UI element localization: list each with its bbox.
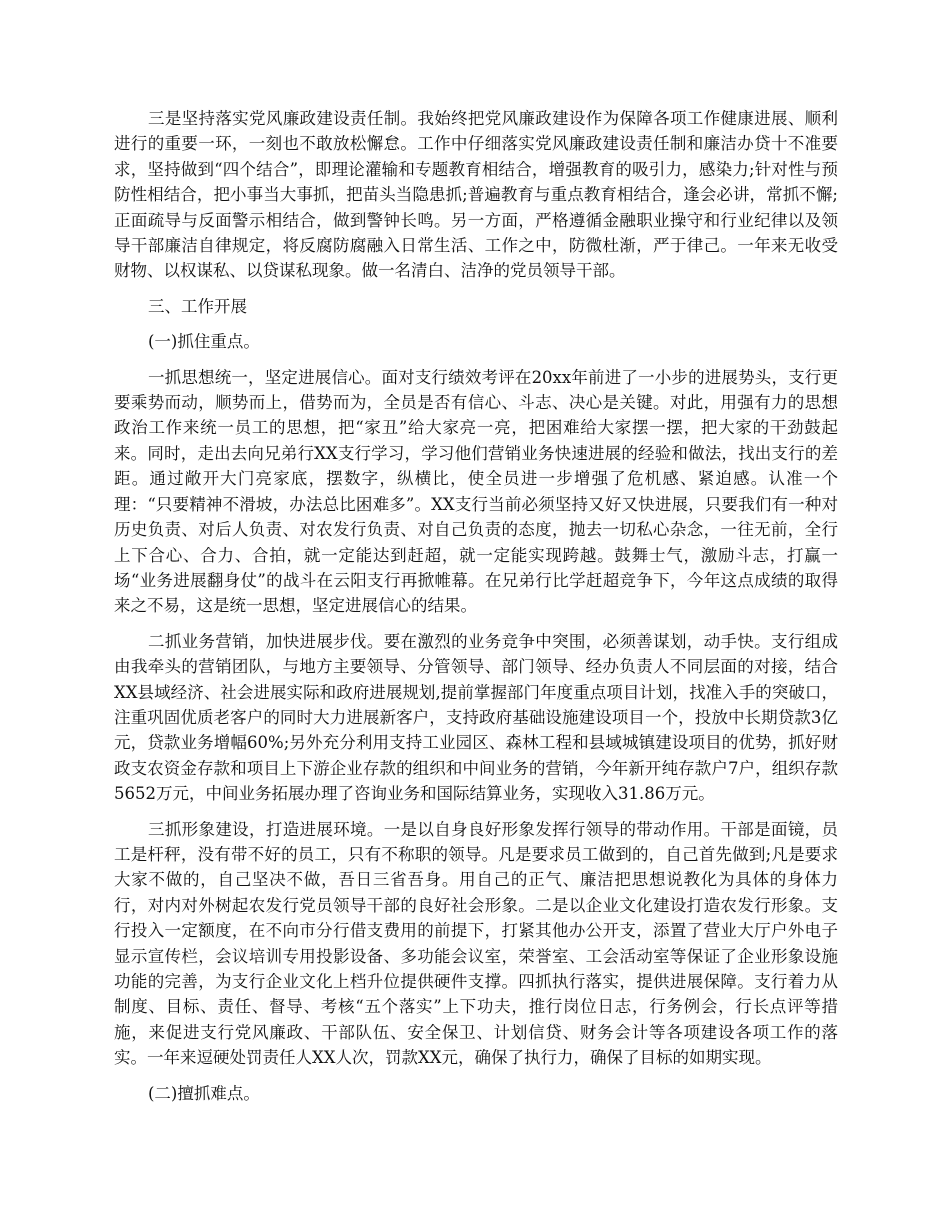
subheading-key-points: (一)抓住重点。 [148,332,260,352]
section-heading-work: 三、工作开展 [148,296,247,316]
subheading-difficult-points: (二)擅抓难点。 [148,1083,260,1103]
paragraph-party-conduct: 三是坚持落实党风廉政建设责任制。我始终把党风廉政建设作为保障各项工作健康进展、顺利进行的重要一环，一刻也不敢放松懈怠。工作中仔细落实党风廉政建设责任制和廉洁办贷十不准要求，坚持做到“四个结合”，即理论灌输和专题教育相结合，增强教育的吸引力，感染力;针对性与预防性相结合，把小事当大事抓，把苗头当隐患抓;普遍教育与重点教育相结合，逢会必讲，常抓不懈;正面疏导与反面警示相结合，做到警钟长鸣。另一方面，严格遵循金融职业操守和行业纪律以及领导干部廉洁自律规定，将反腐防腐融入日常生活、工作之中，防微杜渐，严于律己。一年来无收受财物、以权谋私、以贷谋私现象。做一名清白、洁净的党员领导干部。 [114,109,838,281]
paragraph-business-marketing: 二抓业务营销，加快进展步伐。要在激烈的业务竞争中突围，必须善谋划，动手快。支行组成由我牵头的营销团队，与地方主要领导、分管领导、部门领导、经办负责人不同层面的对接，结合XX县域经济、社会进展实际和政府进展规划,提前掌握部门年度重点项目计划，找准入手的突破口，注重巩固优质老客户的同时大力进展新客户，支持政府基础设施建设项目一个，投放中长期贷款3亿元，贷款业务增幅60%;另外充分利用支持工业园区、森林工程和县域城镇建设项目的优势，抓好财政支农资金存款和项目上下游企业存款的组织和中间业务的营销，今年新开纯存款户7户，组织存款5652万元，中间业务拓展办理了咨询业务和国际结算业务，实现收入31.86万元。 [114,631,838,804]
paragraph-image-building: 三抓形象建设，打造进展环境。一是以自身良好形象发挥行领导的带动作用。干部是面镜，员工是杆秤，没有带不好的员工，只有不称职的领导。凡是要求员工做到的，自己首先做到;凡是要求大家不做的，自己坚决不做，吾日三省吾身。用自己的正气、廉洁把思想说教化为具体的身体力行，对内对外树起农发行党员领导干部的良好社会形象。二是以企业文化建设打造农发行形象。支行投入一定额度，在不向市分行借支费用的前提下，打紧其他办公开支，添置了营业大厅户外电子显示宣传栏，会议培训专用投影设备、多功能会议室，荣誉室、工会活动室等保证了企业形象设施功能的完善，为支行企业文化上档升位提供硬件支撑。四抓执行落实，提供进展保障。支行着力从制度、目标、责任、督导、考核“五个落实”上下功夫，推行岗位日志，行务例会，行长点评等措施，来促进支行党风廉政、干部队伍、安全保卫、计划信贷、财务会计等各项建设各项工作的落实。一年来逗硬处罚责任人XX人次，罚款XX元，确保了执行力，确保了目标的如期实现。 [114,819,838,1068]
paragraph-thought-unity: 一抓思想统一，坚定进展信心。面对支行绩效考评在20xx年前进了一小步的进展势头，支行更要乘势而动，顺势而上，借势而为，全员是否有信心、斗志、决心是关键。对此，用强有力的思想政治工作来统一员工的思想，把“家丑”给大家亮一亮，把困难给大家摆一摆，把大家的干劲鼓起来。同时，走出去向兄弟行XX支行学习，学习他们营销业务快速进展的经验和做法，找出支行的差距。通过敞开大门亮家底，摆数字，纵横比，使全员进一步增强了危机感、紧迫感。认准一个理：“只要精神不滑坡，办法总比困难多”。XX支行当前必须坚持又好又快进展，只要我们有一种对历史负责、对后人负责、对农发行负责、对自己负责的态度，抛去一切私心杂念，一往无前，全行上下合心、合力、合拍，就一定能达到赶超，就一定能实现跨越。鼓舞士气，激励斗志，打赢一场“业务进展翻身仗”的战斗在云阳支行再掀帷幕。在兄弟行比学赶超竞争下，今年这点成绩的取得来之不易，这是统一思想，坚定进展信心的结果。 [114,367,838,616]
document-page [114,106,838,1116]
